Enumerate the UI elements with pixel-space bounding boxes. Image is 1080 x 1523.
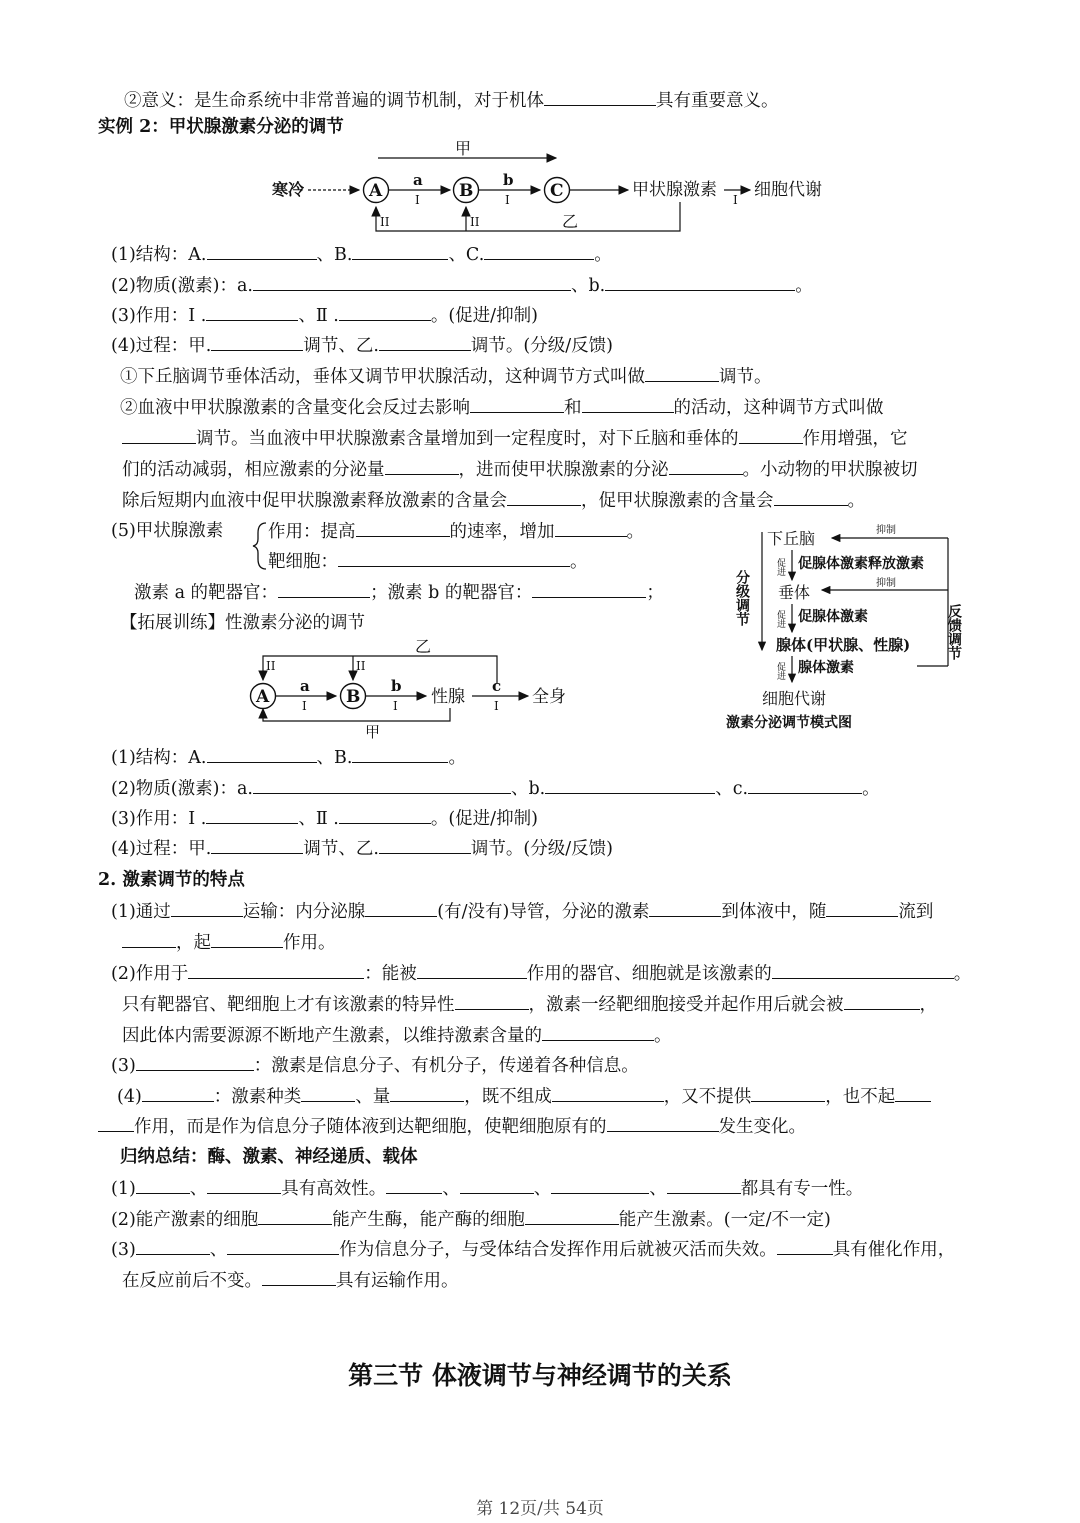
p2-line1: ②血液中甲状腺激素的含量变化会反过去影响 和 的活动，这种调节方式叫做 — [120, 398, 884, 418]
blank[interactable] — [551, 1177, 649, 1194]
e3-function: (3)作用：Ⅰ . 、Ⅱ . 。(促进/抑制) — [111, 809, 538, 829]
blank[interactable] — [136, 1177, 190, 1194]
label-body: 全身 — [532, 687, 566, 707]
blank[interactable] — [552, 1085, 664, 1102]
label-I-2: I — [393, 699, 398, 713]
blank[interactable] — [777, 1238, 833, 1255]
p2-line3: 们的活动减弱，相应激素的分泌量 ，进而使甲状腺激素的分泌 。小动物的甲状腺被切 — [122, 460, 918, 480]
label-b: b — [391, 677, 402, 695]
label-b: b — [503, 171, 514, 189]
blank[interactable] — [844, 993, 920, 1010]
model-caption: 激素分泌调节模式图 — [726, 715, 852, 731]
blank[interactable] — [460, 1177, 534, 1194]
label-jia: 甲 — [365, 723, 381, 741]
s3-line1: (3) 、 作为信息分子，与受体结合发挥作用后就被灭活而失效。 具有催化作用， — [111, 1240, 956, 1260]
blank[interactable] — [605, 274, 795, 291]
blank[interactable] — [542, 1024, 654, 1041]
blank[interactable] — [545, 777, 715, 794]
blank[interactable] — [352, 746, 448, 763]
model-promote-1: 促进 — [775, 558, 785, 576]
blank[interactable] — [532, 581, 646, 598]
f4-line1: (4) ：激素种类 、量 ，既不组成 ，又不提供 ，也不起 — [117, 1085, 931, 1108]
label-a: a — [300, 677, 310, 695]
label-I-3: I — [494, 699, 499, 713]
model-feedback: 反馈调节 — [946, 604, 962, 660]
blank[interactable] — [385, 458, 459, 475]
blank[interactable] — [645, 365, 719, 382]
blank[interactable] — [211, 334, 303, 351]
f1-line1: (1)通过 运输：内分泌腺 (有/没有)导管，分泌的激素 到体液中，随 流到 — [111, 902, 934, 922]
blank[interactable] — [352, 243, 448, 260]
blank[interactable] — [262, 1269, 336, 1286]
label-cold: 寒冷 — [272, 180, 305, 199]
blank[interactable] — [390, 1085, 464, 1102]
blank[interactable] — [649, 900, 721, 917]
label-a: a — [413, 171, 423, 189]
model-inhibit-2: 抑制 — [876, 578, 896, 589]
blank[interactable] — [667, 1177, 741, 1194]
blank[interactable] — [211, 931, 283, 948]
model-promote-3: 促进 — [775, 662, 785, 680]
blank[interactable] — [211, 837, 303, 854]
model-gland: 腺体(甲状腺、性腺) — [776, 636, 911, 654]
q5-target: 靶细胞： 。 — [268, 552, 588, 572]
node-C: C — [550, 181, 564, 201]
blank[interactable] — [207, 746, 317, 763]
blank[interactable] — [386, 1177, 442, 1194]
s1-line: (1) 、 具有高效性。 、 、 、 都具有专一性。 — [111, 1179, 864, 1199]
p1-line: ①下丘脑调节垂体活动，垂体又调节甲状腺活动，这种调节方式叫做 调节。 — [120, 367, 772, 387]
blank[interactable] — [253, 777, 511, 794]
blank[interactable] — [338, 550, 570, 567]
blank[interactable] — [206, 807, 298, 824]
q5-function: 作用：提高 的速率，增加 。 — [268, 522, 644, 542]
blank[interactable] — [207, 1177, 281, 1194]
label-jia: 甲 — [455, 139, 472, 158]
model-gh: 腺体激素 — [798, 660, 854, 676]
blank[interactable] — [122, 427, 196, 444]
s2-line: (2)能产激素的细胞 能产生酶，能产酶的细胞 能产生激素。(一定/不一定) — [111, 1210, 831, 1230]
blank[interactable] — [365, 900, 437, 917]
blank[interactable] — [379, 334, 471, 351]
label-yi: 乙 — [562, 212, 579, 231]
blank[interactable] — [356, 520, 450, 537]
blank[interactable] — [739, 427, 803, 444]
blank[interactable] — [98, 1115, 134, 1132]
e4-process: (4)过程：甲. 调节、乙. 调节。(分级/反馈) — [111, 839, 613, 859]
f2-line2: 只有靶器官、靶细胞上才有该激素的特异性 ，激素一经靶细胞接受并起作用后就会被 ， — [122, 995, 937, 1015]
label-I-3: I — [733, 193, 738, 207]
label-II-2: II — [356, 659, 366, 673]
s3-line2: 在反应前后不变。 具有运输作用。 — [122, 1271, 459, 1291]
blank[interactable] — [582, 396, 674, 413]
blank[interactable] — [525, 1208, 619, 1225]
blank[interactable] — [206, 304, 298, 321]
blank[interactable] — [136, 1054, 254, 1071]
blank[interactable] — [455, 993, 529, 1010]
model-trh: 促腺体激素释放激素 — [798, 556, 924, 572]
page-footer: 第 12页/共 54页 — [476, 1499, 604, 1519]
blank[interactable] — [748, 777, 862, 794]
meaning-line: ②意义：是生命系统中非常普遍的调节机制，对于机体 具有重要意义。 — [124, 91, 779, 111]
blank[interactable] — [484, 243, 594, 260]
model-inhibit-1: 抑制 — [876, 525, 896, 536]
label-I-2: I — [505, 193, 510, 207]
e1-structure: (1)结构：A. 、B. 。 — [111, 748, 466, 768]
node-A: A — [369, 181, 383, 201]
summary-title: 归纳总结：酶、激素、神经递质、载体 — [120, 1147, 418, 1167]
blank[interactable] — [826, 900, 898, 917]
f2-line1: (2)作用于 ：能被 作用的器官、细胞就是该激素的 。 — [111, 964, 972, 984]
blank[interactable] — [136, 1238, 210, 1255]
blank[interactable] — [379, 837, 471, 854]
node-A: A — [256, 687, 270, 707]
blank[interactable] — [171, 900, 243, 917]
blank[interactable] — [555, 520, 627, 537]
q3-function: (3)作用：Ⅰ . 、Ⅱ . 。(促进/抑制) — [111, 306, 538, 326]
blank[interactable] — [227, 1238, 339, 1255]
blank[interactable] — [339, 807, 431, 824]
blank[interactable] — [751, 1085, 825, 1102]
blank[interactable] — [507, 489, 581, 506]
q5-label: (5)甲状腺激素 — [111, 521, 224, 541]
blank[interactable] — [417, 962, 527, 979]
sec2-title: 2. 激素调节的特点 — [98, 870, 245, 890]
blank[interactable] — [669, 458, 743, 475]
p2-line2: 调节。当血液中甲状腺激素含量增加到一定程度时，对下丘脑和垂体的 作用增强，它 — [122, 427, 908, 450]
section3-title: 第三节 体液调节与神经调节的关系 — [348, 1361, 732, 1390]
blank[interactable] — [301, 1085, 355, 1102]
node-B: B — [459, 181, 474, 201]
blank[interactable] — [772, 962, 954, 979]
label-thyroid-hormone: 甲状腺激素 — [632, 180, 717, 200]
e2-substance: (2)物质(激素)：a. 、b. 、c. 。 — [111, 779, 880, 799]
ext-title: 【拓展训练】性激素分泌的调节 — [120, 613, 365, 633]
target-organs-line: 激素 a 的靶器官： ；激素 b 的靶器官： ； — [134, 583, 664, 603]
f2-line3: 因此体内需要源源不断地产生激素，以维持激素含量的 。 — [122, 1026, 672, 1046]
f1-line2: ，起 作用。 — [122, 931, 336, 954]
f4-line2: 作用，而是作为信息分子随体液到达靶细胞，使靶细胞原有的 发生变化。 — [98, 1115, 806, 1138]
model-hypothalamus: 下丘脑 — [767, 529, 816, 548]
label-metabolism: 细胞代谢 — [754, 180, 822, 200]
model-graded: 分级调节 — [734, 570, 750, 626]
blank[interactable] — [339, 304, 431, 321]
blank[interactable] — [470, 396, 564, 413]
label-II-1: II — [380, 215, 390, 229]
q2-substance: (2)物质(激素)：a. 、b. 。 — [111, 276, 813, 296]
model-metabolism: 细胞代谢 — [762, 689, 827, 708]
blank[interactable] — [122, 931, 176, 948]
example2-title: 实例 2：甲状腺激素分泌的调节 — [98, 117, 344, 137]
model-pituitary: 垂体 — [778, 583, 811, 602]
label-yi: 乙 — [415, 637, 432, 656]
label-I-1: I — [302, 699, 307, 713]
label-gonad: 性腺 — [431, 687, 465, 707]
blank[interactable] — [142, 1085, 214, 1102]
blank[interactable] — [607, 1115, 719, 1132]
label-II-2: II — [470, 215, 480, 229]
blank[interactable] — [895, 1085, 931, 1102]
blank[interactable] — [544, 89, 656, 106]
label-II-1: II — [266, 659, 276, 673]
node-B: B — [346, 687, 361, 707]
p2-line4: 除后短期内血液中促甲状腺激素释放激素的含量会 ，促甲状腺激素的含量会 。 — [122, 491, 865, 511]
blank[interactable] — [278, 581, 370, 598]
blank[interactable] — [253, 274, 571, 291]
q1-structure: (1)结构：A. 、B. 、C. 。 — [111, 245, 612, 265]
label-c: c — [492, 677, 502, 695]
blank[interactable] — [188, 962, 364, 979]
label-I-1: I — [415, 193, 420, 207]
blank[interactable] — [207, 243, 317, 260]
hormone-model-diagram — [722, 520, 982, 730]
blank[interactable] — [258, 1208, 332, 1225]
q4-process: (4)过程：甲. 调节、乙. 调节。(分级/反馈) — [111, 336, 613, 356]
model-promote-2: 促进 — [775, 610, 785, 628]
thyroid-regulation-diagram — [0, 138, 1080, 238]
blank[interactable] — [774, 489, 848, 506]
model-tsh: 促腺体激素 — [798, 609, 868, 625]
f3-line: (3) ：激素是信息分子、有机分子，传递着各种信息。 — [111, 1056, 639, 1076]
